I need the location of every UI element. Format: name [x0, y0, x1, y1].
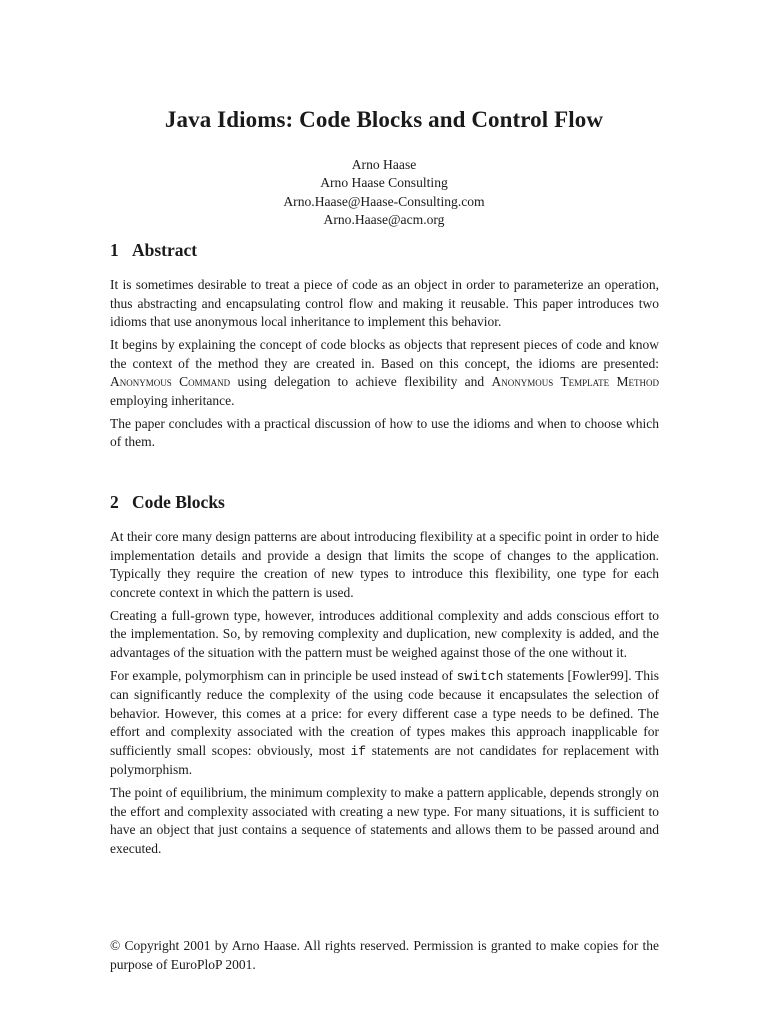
text-run: statements [Fowler99]. This can significantly reduce the complexity of the using code because it encapsulates the selection of behavior. However, this comes at a price: for every different case a type needs to be defined. The effort and complexity associated with the creation of types makes this approach inapplicable for sufficiently small scopes: obviously, most [110, 667, 659, 758]
abstract-body [110, 276, 659, 456]
abstract-paragraph-1: It is sometimes desirable to treat a piece of code as an object in order to parameterize an operation, thus abstracting and encapsulating control flow and making it reusable. This paper introduces two idioms that use anonymous local inheritance to implement this behavior. [110, 277, 659, 329]
section-number: 2 [110, 492, 119, 512]
code-blocks-paragraph-1: At their core many design patterns are about introducing flexibility at a specific point in order to hide implementation details and provide a design that limits the scope of changes to the application. Typically they require the creation of new types to introduce this flexibility, one type for each concrete context in which the pattern is used. [110, 529, 659, 600]
author-name: Arno Haase [351, 157, 417, 172]
abstract-paragraph-3: The paper concludes with a practical discussion of how to use the idioms and when to choose which of them. [110, 415, 659, 449]
text-run: It begins by explaining the concept of code blocks as objects that represent pieces of code and know the context of the method they are created in. Based on this concept, the idioms are presented: [110, 337, 659, 371]
author-block [0, 156, 768, 230]
section-number: 1 [110, 240, 119, 260]
idiom-name-anonymous-command: Anonymous Command [110, 374, 231, 389]
author-email-secondary: Arno.Haase@acm.org [323, 212, 445, 228]
code-switch: switch [456, 668, 504, 684]
text-run: employing inheritance. [110, 392, 235, 408]
section-title: Code Blocks [132, 492, 225, 512]
code-blocks-paragraph-3 [110, 667, 659, 780]
paper-title: Java Idioms: Code Blocks and Control Flow [164, 107, 604, 132]
abstract-paragraph-2 [110, 336, 659, 410]
author-email-primary: Arno.Haase@Haase-Consulting.com [283, 193, 485, 209]
author-company: Arno Haase Consulting [320, 175, 448, 191]
text-run: statements are not candidates for replacement with polymorphism. [110, 742, 659, 777]
idiom-name-anonymous-template-method: Anonymous Template Method [491, 374, 660, 389]
section-heading-code-blocks [110, 492, 225, 513]
code-if: if [350, 743, 367, 759]
code-blocks-body [110, 528, 659, 863]
copyright-notice: © Copyright 2001 by Arno Haase. All rights reserved. Permission is granted to make copies for the purpose of EuroPloP 2001. [110, 938, 659, 972]
code-blocks-paragraph-4: The point of equilibrium, the minimum complexity to make a pattern applicable, depends strongly on the effort and complexity associated with creating a new type. For many situations, it is sufficient to have an object that just contains a sequence of statements and allows them to be passed around and executed. [110, 785, 659, 856]
section-heading-abstract [110, 240, 197, 261]
text-run: using delegation to achieve flexibility and [230, 374, 492, 389]
section-title: Abstract [132, 240, 198, 260]
text-run: For example, polymorphism can in principle be used instead of [110, 667, 457, 683]
code-blocks-paragraph-2: Creating a full-grown type, however, introduces additional complexity and adds conscious effort to the implementation. So, by removing complexity and duplication, new complexity is added, and the advantages of the situation with the pattern must be weighed against those of the one without it. [110, 607, 659, 660]
